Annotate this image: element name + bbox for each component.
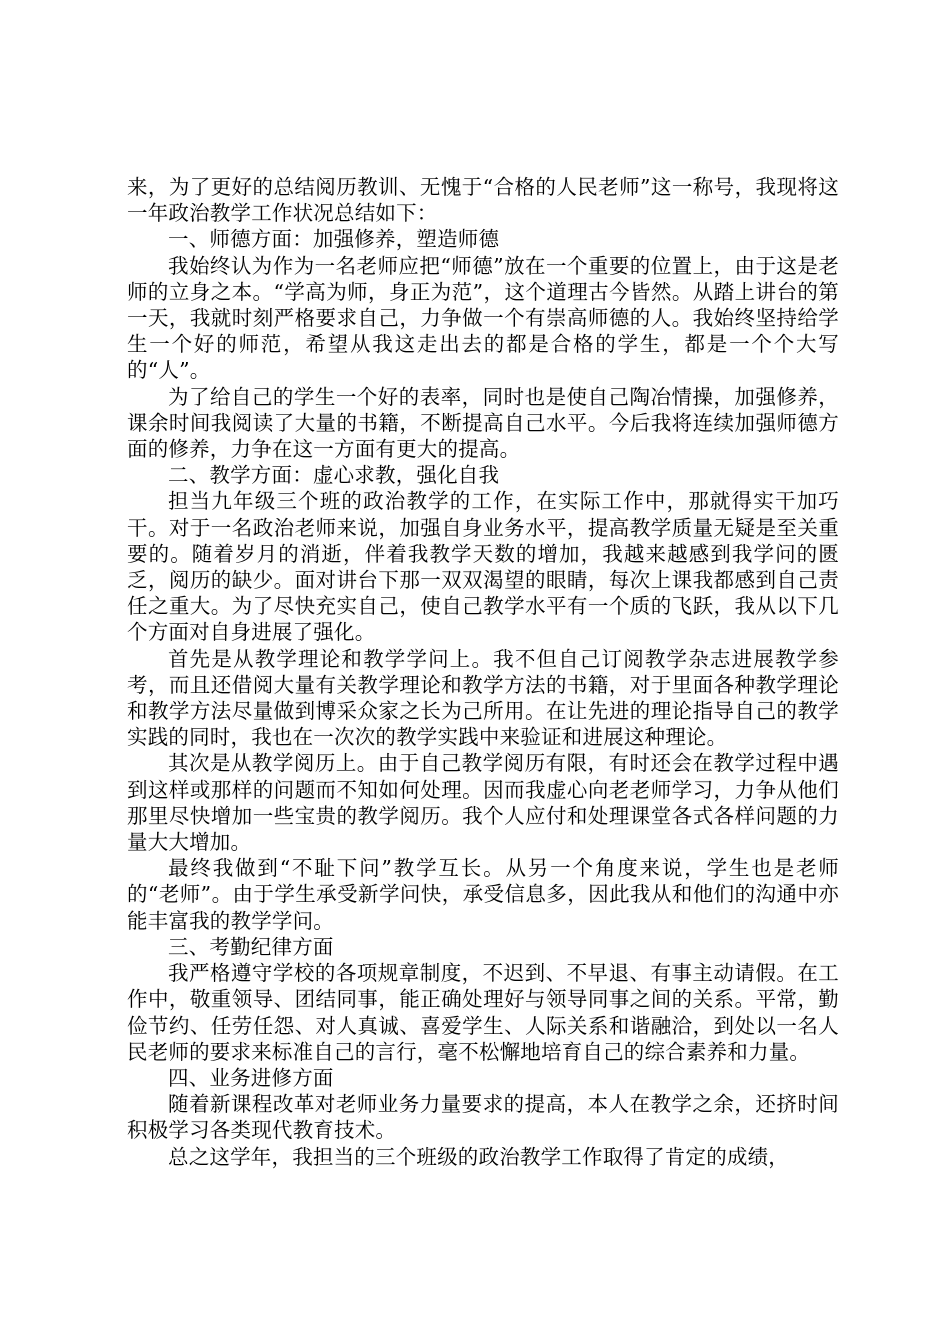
paragraph-ethics-1: 我始终认为作为一名老师应把“师德”放在一个重要的位置上，由于这是老师的立身之本。“学高为师，身正为范”，这个道理古今皆然。从踏上讲台的第一天，我就时刻严格要求自己，力争做一个有崇高师德的人。我始终坚持给学生一个好的师范，希望从我这走出去的都是合格的学生，都是一个个大写的“人”。 bbox=[127, 253, 839, 383]
paragraph-summary: 总之这学年，我担当的三个班级的政治教学工作取得了肯定的成绩， bbox=[168, 1144, 789, 1169]
paragraph-teaching-3: 其次是从教学阅历上。由于自己教学阅历有限，有时还会在教学过程中遇到这样或那样的问题而不知如何处理。因而我虚心向老老师学习，力争从他们那里尽快增加一些宝贵的教学阅历。我个人应付和处理课堂各式各样问题的力量大大增加。 bbox=[127, 751, 839, 855]
paragraph-intro-continuation: 来，为了更好的总结阅历教训、无愧于“合格的人民老师”这一称号，我现将这一年政治教学工作状况总结如下： bbox=[127, 175, 839, 226]
section-heading-ethics: 一、师德方面：加强修养，塑造师德 bbox=[168, 227, 500, 252]
paragraph-ethics-2: 为了给自己的学生一个好的表率，同时也是使自己陶冶情操，加强修养，课余时间我阅读了大量的书籍，不断提高自己水平。今后我将连续加强师德方面的修养，力争在这一方面有更大的提高。 bbox=[127, 384, 839, 462]
section-heading-teaching: 二、教学方面：虚心求教，强化自我 bbox=[168, 463, 500, 488]
section-heading-training: 四、业务进修方面 bbox=[168, 1065, 334, 1090]
paragraph-teaching-1: 担当九年级三个班的政治教学的工作，在实际工作中，那就得实干加巧干。对于一名政治老师来说，加强自身业务水平，提高教学质量无疑是至关重要的。随着岁月的消逝，伴着我教学天数的增加，我越来越感到我学问的匮乏，阅历的缺少。面对讲台下那一双双渴望的眼睛，每次上课我都感到自己责任之重大。为了尽快充实自己，使自己教学水平有一个质的飞跃，我从以下几个方面对自身进展了强化。 bbox=[127, 489, 839, 645]
section-heading-attendance: 三、考勤纪律方面 bbox=[168, 934, 334, 959]
paragraph-teaching-2: 首先是从教学理论和教学学问上。我不但自己订阅教学杂志进展教学参考，而且还借阅大量有关教学理论和教学方法的书籍，对于里面各种教学理论和教学方法尽量做到博采众家之长为己所用。在让先进的理论指导自己的教学实践的同时，我也在一次次的教学实践中来验证和进展这种理论。 bbox=[127, 646, 839, 750]
paragraph-teaching-4: 最终我做到“不耻下问”教学互长。从另一个角度来说，学生也是老师的“老师”。由于学生承受新学问快，承受信息多，因此我从和他们的沟通中亦能丰富我的教学学问。 bbox=[127, 856, 839, 933]
paragraph-attendance-1: 我严格遵守学校的各项规章制度，不迟到、不早退、有事主动请假。在工作中，敬重领导、团结同事，能正确处理好与领导同事之间的关系。平常，勤俭节约、任劳任怨、对人真诚、喜爱学生、人际关系和谐融洽，到处以一名人民老师的要求来标准自己的言行，毫不松懈地培育自己的综合素养和力量。 bbox=[127, 961, 839, 1064]
document-body bbox=[127, 174, 839, 1170]
paragraph-training-1: 随着新课程改革对老师业务力量要求的提高，本人在教学之余，还挤时间积极学习各类现代教育技术。 bbox=[127, 1092, 839, 1143]
